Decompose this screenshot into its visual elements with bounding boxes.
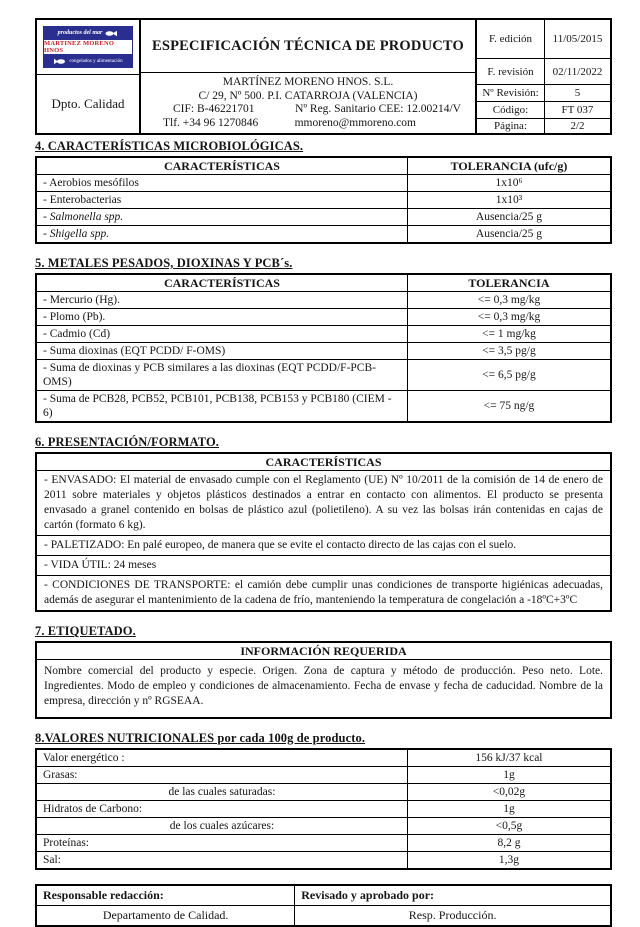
meta-row-revision-number (477, 85, 610, 102)
microbiology-table (35, 156, 612, 244)
amount-cell: 1g (407, 800, 611, 817)
meta-label: Página: (477, 119, 545, 133)
table-row (36, 309, 611, 326)
required-info-cell: Nombre comercial del producto y especie. Origen. Zona de captura y método de producción. Peso neto. Lote. Ingredientes. Modo de empleo y condiciones de almacenamiento. Fecha de envase y fecha de caducidad. Nombre de la empresa, dirección y nº RGSEAA. (36, 660, 611, 718)
table-header-row (36, 885, 611, 906)
document-title: ESPECIFICACIÓN TÉCNICA DE PRODUCTO (141, 20, 475, 73)
heavy-metals-table (35, 273, 612, 423)
nutrient-cell: Valor energético : (36, 749, 407, 767)
nutrient-cell: Proteínas: (36, 834, 407, 851)
company-info (141, 73, 475, 133)
characteristic-cell: - Aerobios mesófilos (36, 175, 407, 192)
characteristic-cell: - Plomo (Pb). (36, 309, 407, 326)
meta-label: Nº Revisión: (477, 85, 545, 101)
logo-top-banner (43, 26, 133, 40)
meta-value: 2/2 (570, 120, 585, 132)
tolerance-cell: <= 75 ng/g (407, 391, 611, 423)
section-5-heading: 5. METALES PESADOS, DIOXINAS Y PCB´s. (35, 256, 293, 270)
amount-cell: 1,3g (407, 851, 611, 869)
tolerance-cell: <= 3,5 pg/g (407, 343, 611, 360)
characteristic-cell: - Suma de PCB28, PCB52, PCB101, PCB138, PCB153 y PCB180 (CIEM - 6) (36, 391, 407, 423)
table-row (36, 800, 611, 817)
amount-cell: 1g (407, 766, 611, 783)
packaging-cell: - ENVASADO: El material de envasado cumple con el Reglamento (UE) Nº 10/2011 de la comisión de 14 de enero de 2011 sobre materiales y objetos plásticos destinados a entrar en contacto con alimentos. El producto se presenta envasado a granel contenido en bolsas de plástico azul (polietileno). A su vez las bolsas irán contenidas en cajas de cartón (formato 6 kg). (36, 471, 611, 536)
tolerance-header: TOLERANCIA (407, 274, 611, 292)
company-sanitary-reg: Nº Reg. Sanitario CEE: 12.00214/V (295, 103, 461, 116)
table-row (36, 175, 611, 192)
logo-banner-stack (43, 26, 133, 68)
company-email: mmoreno@mmoreno.com (294, 117, 416, 130)
table-row (36, 192, 611, 209)
table-row (36, 905, 611, 926)
document-header (35, 18, 612, 135)
amount-cell: <0,5g (407, 817, 611, 834)
amount-cell: 156 kJ/37 kcal (407, 749, 611, 767)
meta-row-page (477, 119, 610, 133)
table-row (36, 749, 611, 767)
table-row (36, 851, 611, 869)
table-header-row (36, 157, 611, 175)
presentation-table (35, 452, 612, 612)
meta-row-edition (477, 20, 610, 59)
characteristics-header: CARACTERÍSTICAS (36, 157, 407, 175)
document-meta-table (475, 20, 610, 133)
company-contact-line (145, 117, 471, 130)
section-4-heading: 4. CARACTERÍSTICAS MICROBIOLÓGICAS. (35, 139, 304, 153)
nutrient-cell: Sal: (36, 851, 407, 869)
company-registration-line (145, 103, 471, 116)
table-row (36, 226, 611, 244)
section-8-heading: 8.VALORES NUTRICIONALES por cada 100g de producto. (35, 730, 366, 745)
table-row (36, 576, 611, 612)
shelf-life-cell: - VIDA ÚTIL: 24 meses (36, 556, 611, 576)
tolerance-cell: <= 1 mg/kg (407, 326, 611, 343)
meta-value: 11/05/2015 (552, 33, 603, 45)
tolerance-cell: <= 0,3 mg/kg (407, 292, 611, 309)
fish-icon (53, 58, 66, 65)
transport-conditions-cell: - CONDICIONES DE TRANSPORTE: el camión debe cumplir unas condiciones de transporte higiénicas adecuadas, además de asegurar el mantenimiento de la cadena de frío, manteniendo la temperatura de congelación a -18ºC+3ºC (36, 576, 611, 612)
table-row (36, 292, 611, 309)
company-address: C/ 29, Nº 500. P.I. CATARROJA (VALENCIA) (198, 89, 418, 102)
table-row (36, 766, 611, 783)
table-row (36, 817, 611, 834)
amount-cell: 8,2 g (407, 834, 611, 851)
table-row (36, 660, 611, 718)
table-header-row (36, 453, 611, 471)
characteristic-cell: - Suma de dioxinas y PCB similares a las dioxinas (EQT PCDD/F-PCB-OMS) (36, 360, 407, 391)
table-row (36, 360, 611, 391)
meta-row-code (477, 102, 610, 119)
tolerance-cell: Ausencia/25 g (407, 226, 611, 244)
logo-company-name: MARTINEZ MORENO HNOS (43, 40, 133, 54)
characteristic-cell: - Cadmio (Cd) (36, 326, 407, 343)
characteristic-cell: - Salmonella spp. (36, 209, 407, 226)
table-row (36, 556, 611, 576)
company-name: MARTÍNEZ MORENO HNOS. S.L. (222, 75, 394, 88)
header-left-column (37, 20, 141, 133)
labeling-table (35, 641, 612, 719)
nutrient-cell: Grasas: (36, 766, 407, 783)
table-row (36, 343, 611, 360)
characteristic-cell: - Shigella spp. (36, 226, 407, 244)
meta-label: Código: (477, 102, 545, 118)
writer-label: Responsable redacción: (36, 885, 295, 906)
table-row (36, 209, 611, 226)
spec-document-page (35, 0, 612, 927)
approver-value: Resp. Producción. (295, 905, 611, 926)
characteristic-cell: - Enterobacterias (36, 192, 407, 209)
department-label: Dpto. Calidad (51, 96, 125, 111)
characteristics-header: CARACTERÍSTICAS (36, 274, 407, 292)
company-cif: CIF: B-46221701 (173, 103, 255, 116)
logo-top-text: productos del mar (57, 30, 103, 36)
amount-cell: <0,02g (407, 783, 611, 800)
meta-label: F. edición (477, 20, 545, 58)
characteristic-cell: - Suma dioxinas (EQT PCDD/ F-OMS) (36, 343, 407, 360)
section-7-heading: 7. ETIQUETADO. (35, 624, 136, 638)
signature-table (35, 884, 612, 927)
meta-label: F. revisión (477, 59, 545, 84)
table-header-row (36, 274, 611, 292)
meta-row-revision-date (477, 59, 610, 85)
tolerance-header: TOLERANCIA (ufc/g) (407, 157, 611, 175)
nutrient-subcell: de las cuales saturadas: (36, 783, 407, 800)
table-row (36, 326, 611, 343)
required-info-header: INFORMACIÓN REQUERIDA (36, 642, 611, 660)
tolerance-cell: 1x10³ (407, 192, 611, 209)
table-row (36, 471, 611, 536)
section-6-heading: 6. PRESENTACIÓN/FORMATO. (35, 435, 220, 449)
palletizing-cell: - PALETIZADO: En palé europeo, de manera que se evite el contacto directo de las cajas con el suelo. (36, 536, 611, 556)
nutrient-subcell: de los cuales azúcares: (36, 817, 407, 834)
writer-value: Departamento de Calidad. (36, 905, 295, 926)
header-middle-column (141, 20, 475, 133)
nutrition-table (35, 748, 612, 870)
table-row (36, 391, 611, 423)
logo-bottom-text: congelados y alimentación (69, 58, 123, 64)
approver-label: Revisado y aprobado por: (295, 885, 611, 906)
logo-bottom-banner (43, 54, 133, 68)
tolerance-cell: <= 0,3 mg/kg (407, 309, 611, 326)
tolerance-cell: <= 6,5 pg/g (407, 360, 611, 391)
meta-value: FT 037 (561, 104, 594, 116)
meta-value: 5 (574, 87, 581, 99)
nutrient-cell: Hidratos de Carbono: (36, 800, 407, 817)
meta-value: 02/11/2022 (552, 65, 603, 78)
table-row (36, 834, 611, 851)
company-logo (37, 20, 139, 75)
characteristics-header: CARACTERÍSTICAS (36, 453, 611, 471)
table-row (36, 783, 611, 800)
table-header-row (36, 642, 611, 660)
tolerance-cell: Ausencia/25 g (407, 209, 611, 226)
characteristic-cell: - Mercurio (Hg). (36, 292, 407, 309)
company-phone: Tlf. +34 96 1270846 (163, 117, 259, 130)
fish-icon (105, 30, 118, 37)
tolerance-cell: 1x10⁶ (407, 175, 611, 192)
table-row (36, 536, 611, 556)
